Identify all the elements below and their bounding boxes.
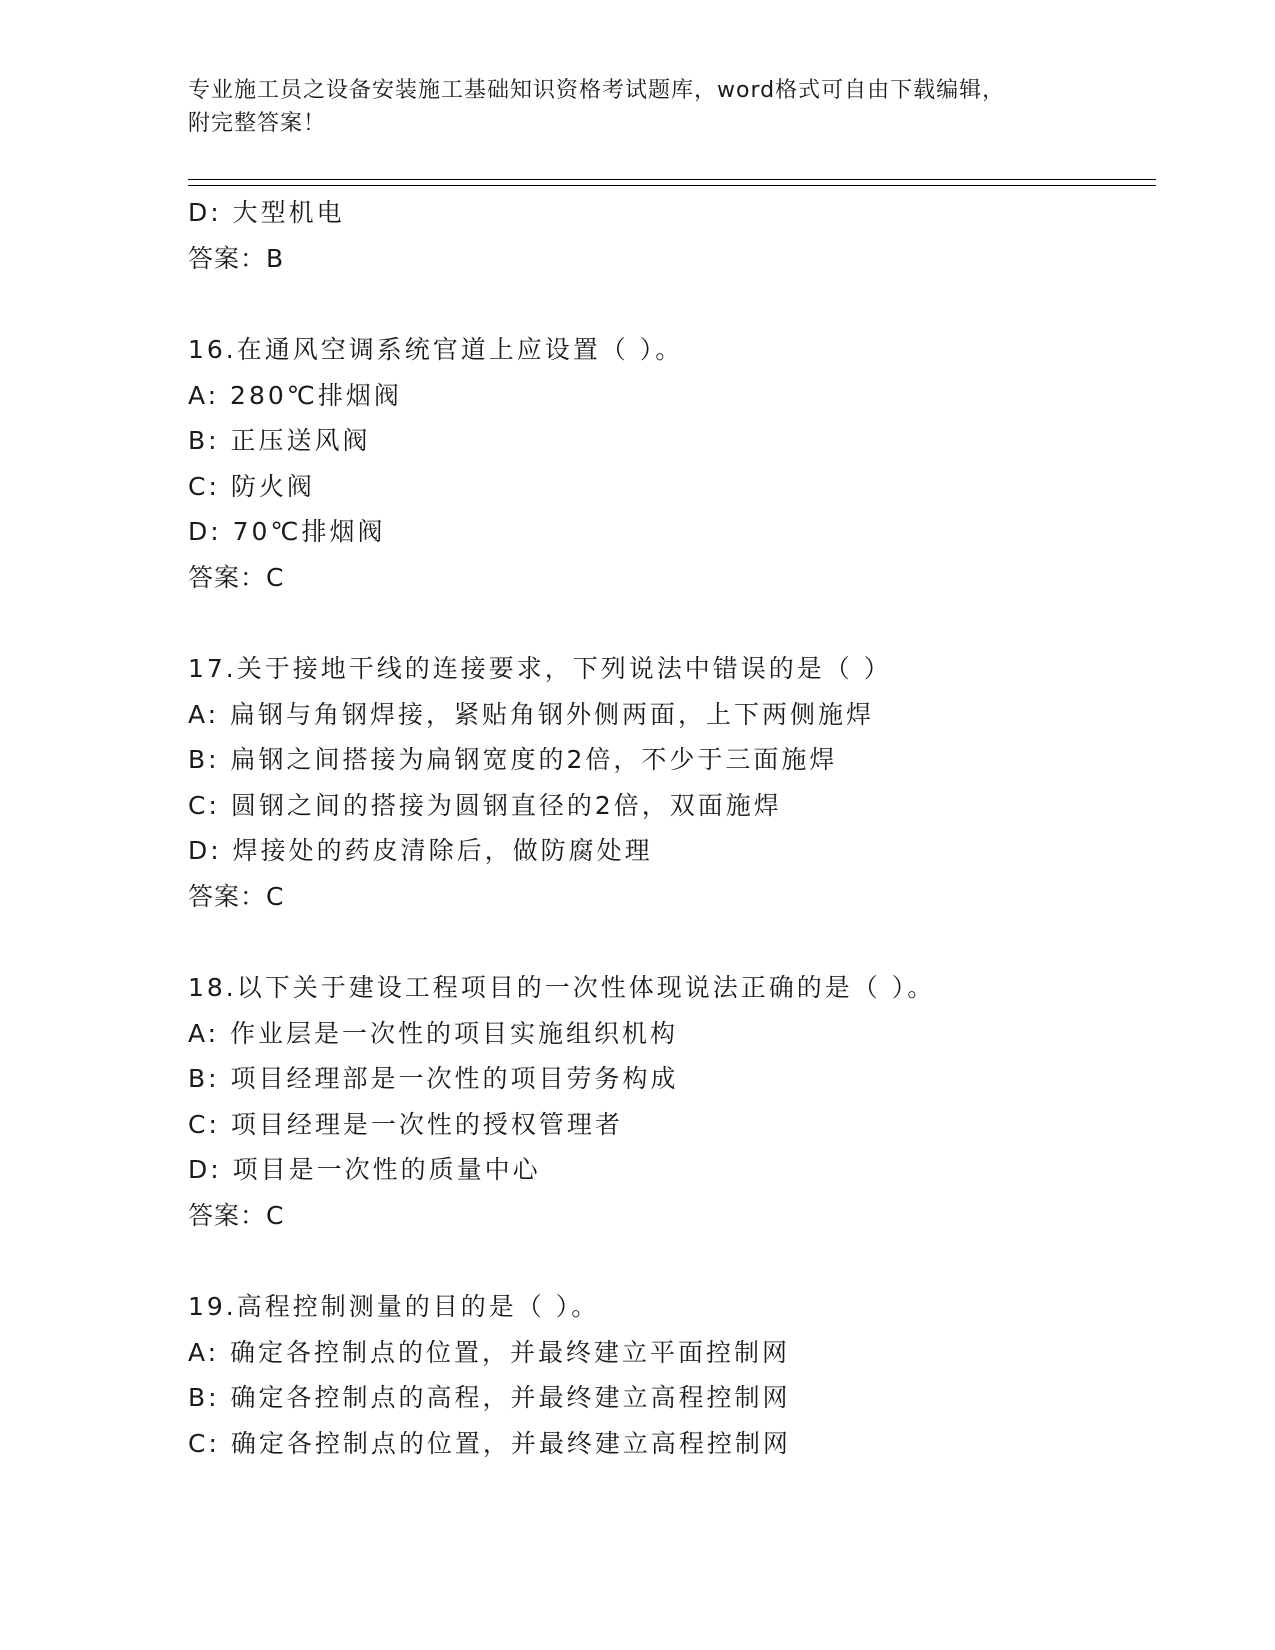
page-header bbox=[188, 74, 1088, 140]
option-c: C: 防火阀 bbox=[188, 471, 315, 501]
option-c: C: 项目经理是一次性的授权管理者 bbox=[188, 1109, 623, 1139]
option-c: C: 圆钢之间的搭接为圆钢直径的2倍，双面施焊 bbox=[188, 790, 782, 820]
question-19 bbox=[188, 1284, 1156, 1466]
question-stem: 16.在通风空调系统官道上应设置（ ）。 bbox=[188, 335, 684, 364]
option-b: B: 扁钢之间搭接为扁钢宽度的2倍，不少于三面施焊 bbox=[188, 745, 838, 774]
answer: 答案：C bbox=[188, 562, 285, 592]
answer: 答案：C bbox=[188, 1200, 285, 1230]
question-16 bbox=[188, 327, 1156, 600]
spacer bbox=[188, 600, 1156, 646]
question-stem: 17.关于接地干线的连接要求，下列说法中错误的是（ ） bbox=[188, 654, 892, 683]
option-d: D: 70℃排烟阀 bbox=[188, 517, 386, 546]
spacer bbox=[188, 919, 1156, 965]
question-18 bbox=[188, 965, 1156, 1238]
spacer bbox=[188, 281, 1156, 327]
question-stem: 18.以下关于建设工程项目的一次性体现说法正确的是（ ）。 bbox=[188, 973, 936, 1002]
option-b: B: 确定各控制点的高程，并最终建立高程控制网 bbox=[188, 1383, 791, 1412]
question-17 bbox=[188, 646, 1156, 919]
spacer bbox=[188, 1238, 1156, 1284]
header-line-1: 专业施工员之设备安装施工基础知识资格考试题库，word格式可自由下载编辑， bbox=[188, 78, 1006, 103]
prev-option-d: D: 大型机电 bbox=[188, 198, 345, 227]
question-list bbox=[188, 190, 1156, 1466]
option-a: A: 扁钢与角钢焊接，紧贴角钢外侧两面，上下两侧施焊 bbox=[188, 699, 875, 729]
option-c: C: 确定各控制点的位置，并最终建立高程控制网 bbox=[188, 1428, 791, 1458]
header-double-rule bbox=[188, 179, 1156, 186]
header-line-2: 附完整答案！ bbox=[188, 111, 327, 136]
option-a: A: 280℃排烟阀 bbox=[188, 380, 402, 410]
answer: 答案：C bbox=[188, 881, 285, 911]
option-a: A: 作业层是一次性的项目实施组织机构 bbox=[188, 1018, 679, 1048]
question-stem: 19.高程控制测量的目的是（ ）。 bbox=[188, 1292, 600, 1321]
option-b: B: 项目经理部是一次性的项目劳务构成 bbox=[188, 1064, 679, 1093]
option-b: B: 正压送风阀 bbox=[188, 426, 371, 455]
option-a: A: 确定各控制点的位置，并最终建立平面控制网 bbox=[188, 1337, 791, 1367]
option-d: D: 项目是一次性的质量中心 bbox=[188, 1155, 541, 1184]
option-d: D: 焊接处的药皮清除后，做防腐处理 bbox=[188, 836, 653, 865]
prev-answer: 答案：B bbox=[188, 243, 285, 273]
